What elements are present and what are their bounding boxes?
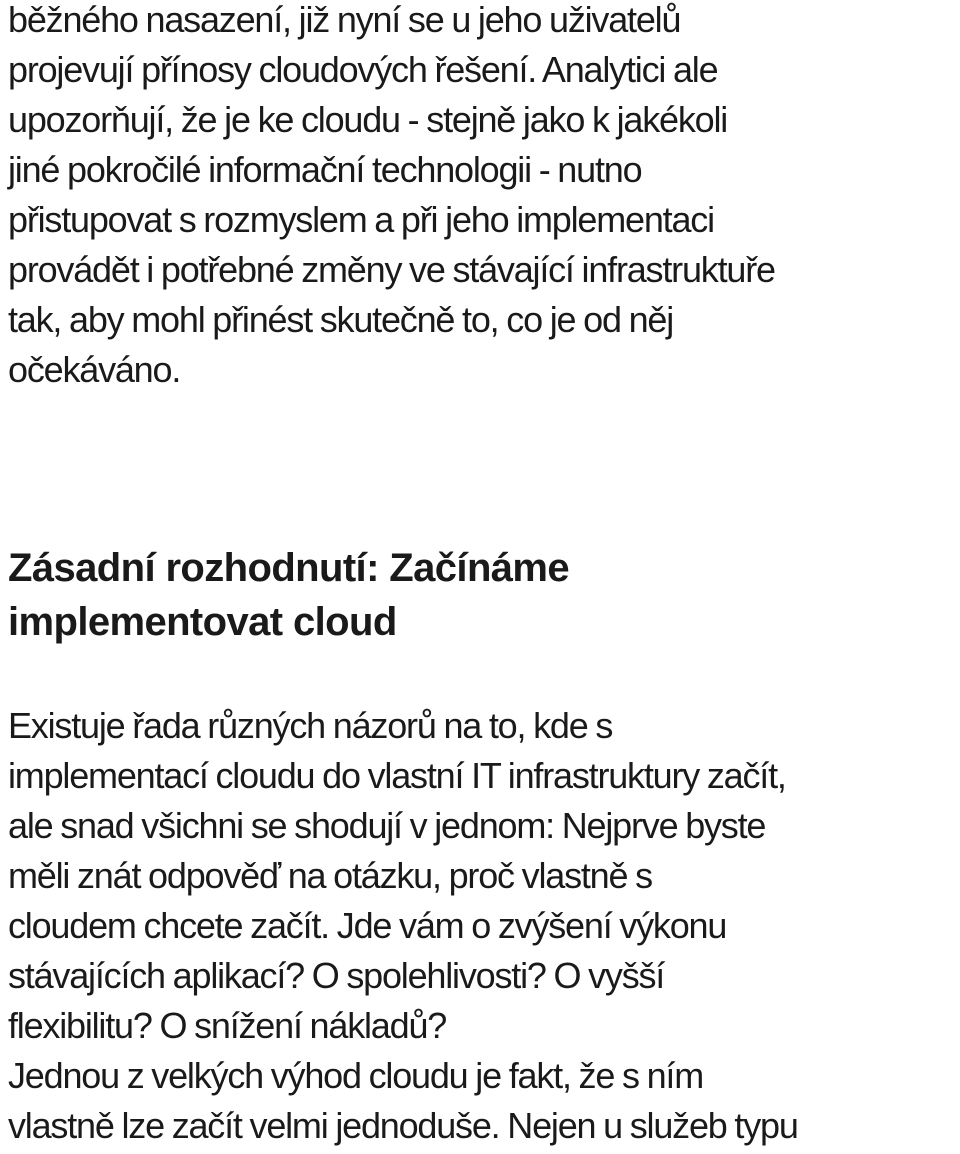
text-line: měli znát odpověď na otázku, proč vlastně s (8, 855, 652, 896)
text-line: vlastně lze začít velmi jednoduše. Nejen u služeb typu (8, 1105, 798, 1146)
text-line: cloudem chcete začít. Jde vám o zvýšení výkonu (8, 905, 727, 946)
text-line: Jednou z velkých výhod cloudu je fakt, že s ním (8, 1055, 703, 1096)
text-line: tak, aby mohl přinést skutečně to, co je od něj (8, 299, 674, 340)
text-line: flexibilitu? O snížení nákladů? (8, 1005, 447, 1046)
text-line: projevují přínosy cloudových řešení. Analytici ale (8, 49, 718, 90)
text-line: běžného nasazení, již nyní se u jeho uživatelů (8, 0, 681, 40)
heading-line: implementovat cloud (8, 600, 397, 644)
text-line: očekáváno. (8, 349, 181, 390)
text-line: provádět i potřebné změny ve stávající infrastruktuře (8, 249, 775, 290)
text-line: přistupovat s rozmyslem a při jeho implementaci (8, 199, 714, 240)
heading-line: Zásadní rozhodnutí: Začínáme (8, 546, 570, 590)
text-line: jiné pokročilé informační technologii - nutno (8, 149, 642, 190)
text-line: Existuje řada různých názorů na to, kde s (8, 705, 613, 746)
text-line: implementací cloudu do vlastní IT infrastruktury začít, (8, 755, 786, 796)
text-line: ale snad všichni se shodují v jednom: Nejprve byste (8, 805, 766, 846)
text-line: stávajících aplikací? O spolehlivosti? O vyšší (8, 955, 665, 996)
text-line: upozorňují, že je ke cloudu - stejně jako k jakékoli (8, 99, 728, 140)
